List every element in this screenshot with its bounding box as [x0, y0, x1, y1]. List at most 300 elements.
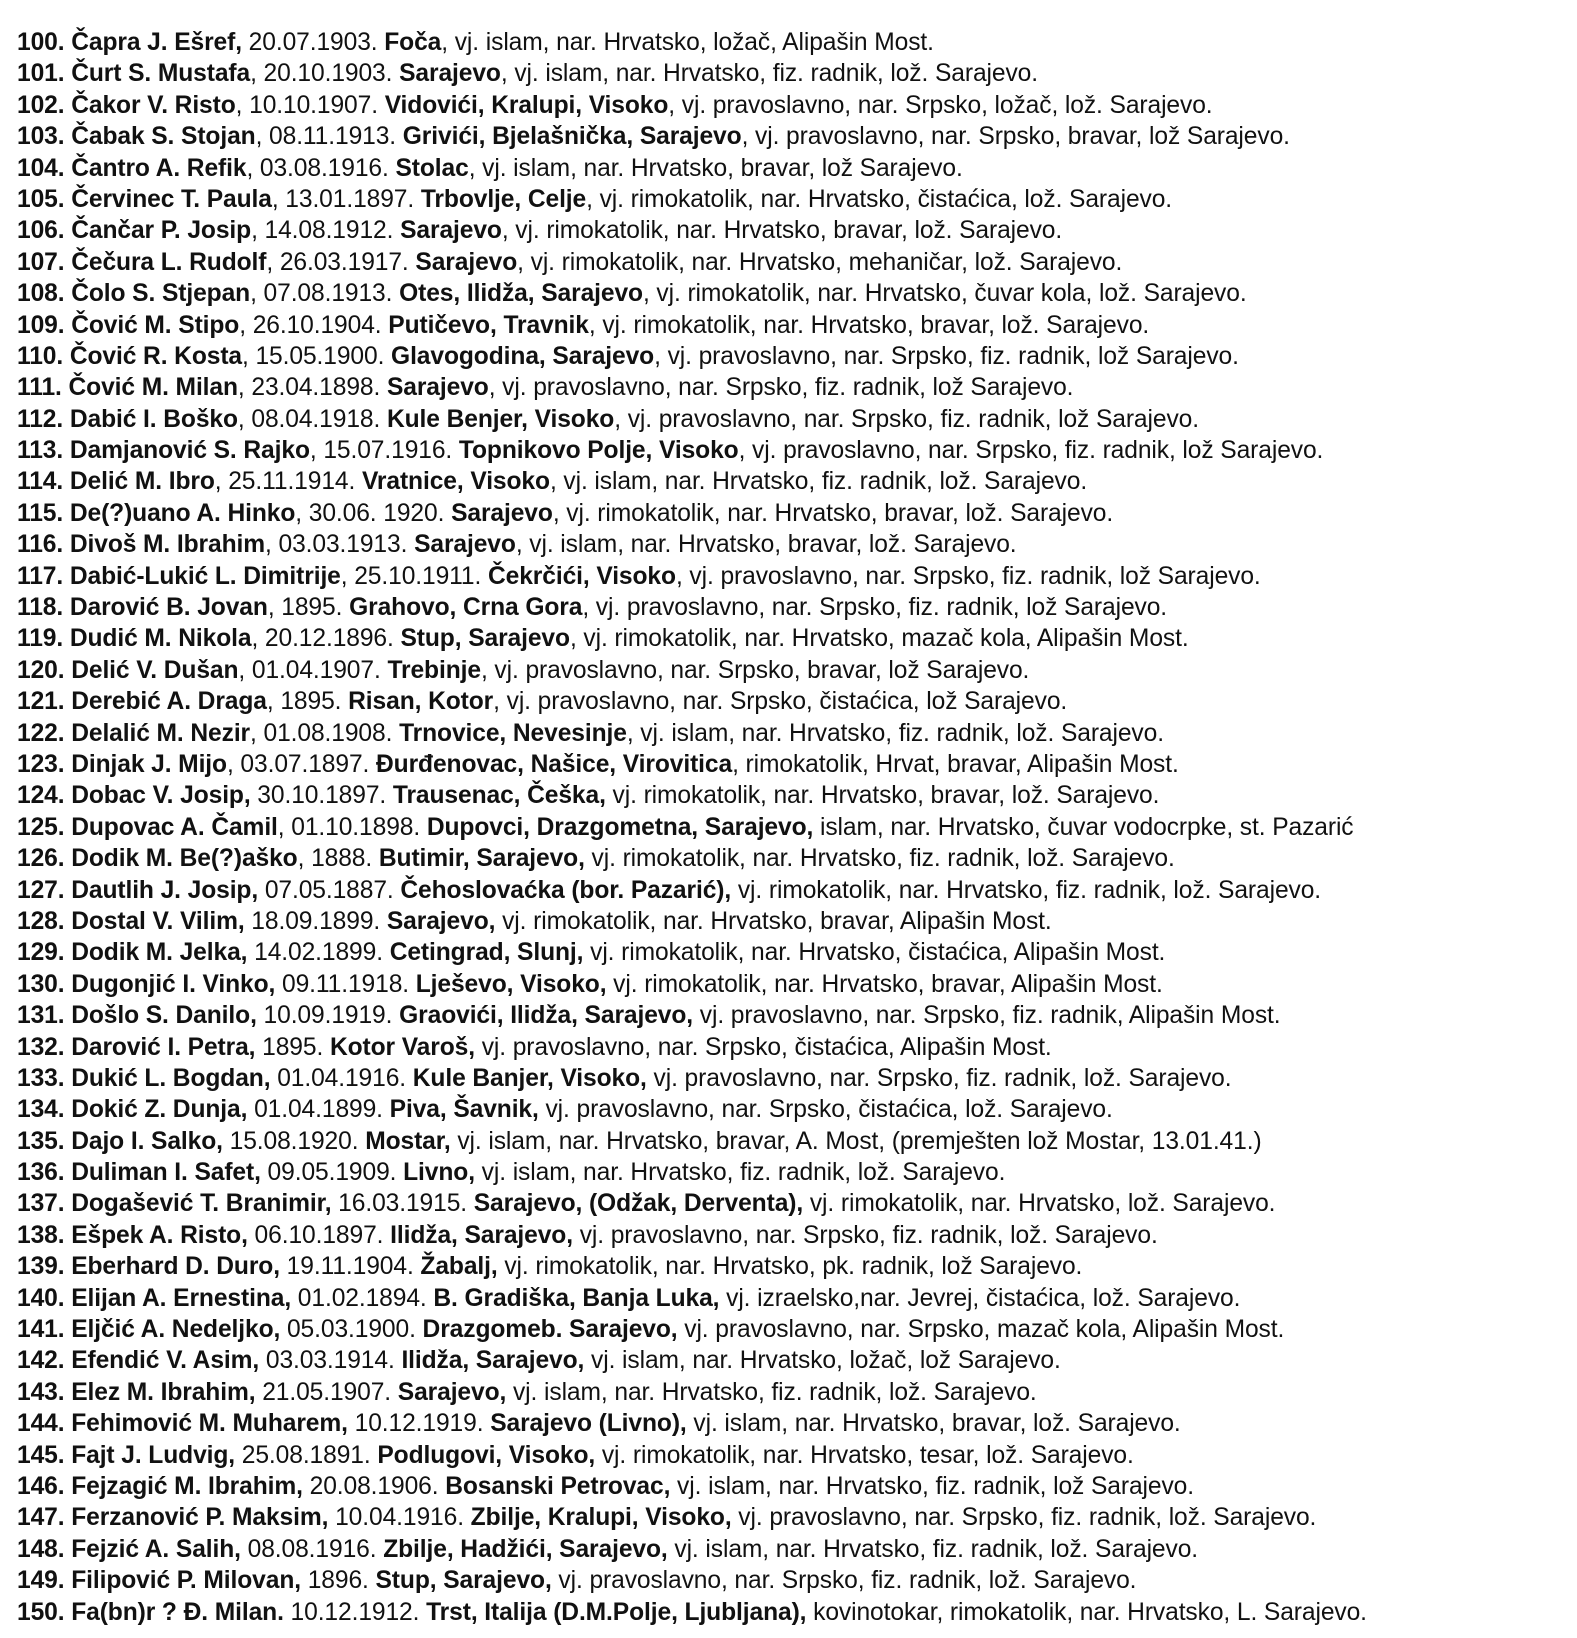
entry-number: 150. [17, 1598, 65, 1626]
birth-date: , 25.11.1914. [214, 468, 362, 496]
birth-place: Sarajevo, (Odžak, Derventa), [473, 1190, 804, 1218]
entry-details: , vj. islam, nar. Hrvatsko, fiz. radnik, lož. Sarajevo. [626, 719, 1164, 747]
person-name: Čantro A. Refik [71, 154, 247, 182]
birth-date: , 15.07.1916. [309, 437, 459, 465]
entry-number: 120. [17, 656, 65, 684]
birth-date: 1896. [300, 1567, 376, 1595]
entry-details: , vj. pravoslavno, nar. Srpsko, bravar, lož Sarajevo. [480, 656, 1030, 684]
entry-number: 140. [17, 1284, 65, 1312]
person-name: Damjanović S. Rajko [69, 437, 310, 465]
list-item [17, 592, 1577, 623]
birth-date: 10.04.1916. [328, 1504, 471, 1532]
entry-details: vj. islam, nar. Hrvatsko, fiz. radnik, lož. Sarajevo. [667, 1535, 1199, 1563]
birth-place: Trausenac, Češka, [392, 782, 606, 810]
entry-details: , vj. rimokatolik, nar. Hrvatsko, mehaničar, lož. Sarajevo. [517, 248, 1123, 276]
birth-place: Lješevo, Visoko, [415, 970, 607, 998]
birth-place: Grahovo, Crna Gora [349, 594, 583, 622]
entry-number: 138. [17, 1221, 65, 1249]
birth-date: , 08.04.1918. [237, 405, 387, 433]
entry-number: 117. [17, 562, 64, 590]
list-item [17, 1502, 1577, 1533]
birth-date: 05.03.1900. [280, 1316, 423, 1344]
birth-date: , 13.01.1897. [271, 185, 421, 213]
entry-number: 114. [17, 468, 64, 496]
birth-place: Graovići, Ilidža, Sarajevo, [399, 1002, 694, 1030]
person-name: Čabak S. Stojan [71, 123, 256, 151]
birth-date: , 03.08.1916. [246, 154, 396, 182]
entry-details: vj. rimokatolik, nar. Hrvatsko, fiz. radnik, lož. Sarajevo. [731, 876, 1322, 904]
birth-place: Stolac [395, 154, 469, 182]
entry-details: , vj. rimokatolik, nar. Hrvatsko, čuvar kola, lož. Sarajevo. [642, 280, 1247, 308]
entry-details: vj. rimokatolik, nar. Hrvatsko, bravar, lož. Sarajevo. [605, 782, 1160, 810]
person-name: Eberhard D. Duro, [71, 1253, 280, 1281]
list-item [17, 1440, 1577, 1471]
list-item [17, 686, 1577, 717]
person-name: Fa(bn)r ? Đ. Milan. [71, 1598, 284, 1626]
entry-number: 119. [17, 625, 64, 653]
entry-details: , vj. islam, nar. Hrvatsko, bravar, lož Sarajevo. [468, 154, 963, 182]
person-name: Čović R. Kosta [69, 342, 243, 370]
list-item [17, 184, 1577, 215]
list-item [17, 1188, 1577, 1219]
entry-number: 149. [17, 1567, 65, 1595]
person-name: Čurt S. Mustafa [71, 60, 251, 88]
entry-details: , vj. pravoslavno, nar. Srpsko, fiz. radnik, lož Sarajevo. [654, 342, 1239, 370]
entry-number: 147. [17, 1504, 65, 1532]
birth-place: Butimir, Sarajevo, [378, 845, 585, 873]
list-item [17, 1408, 1577, 1439]
entry-details: , vj. rimokatolik, nar. Hrvatsko, čistaćica, lož. Sarajevo. [586, 185, 1173, 213]
list-item [17, 247, 1577, 278]
entry-number: 134. [17, 1096, 65, 1124]
person-name: Čečura L. Rudolf [71, 248, 267, 276]
birth-place: Sarajevo [451, 499, 553, 527]
birth-place: Zbilje, Hadžići, Sarajevo, [383, 1535, 668, 1563]
entry-details: , vj. pravoslavno, nar. Srpsko, fiz. radnik, lož Sarajevo. [675, 562, 1261, 590]
entry-details: vj. pravoslavno, nar. Srpsko, fiz. radnik, lož. Sarajevo. [646, 1064, 1232, 1092]
entry-details: , vj. pravoslavno, nar. Srpsko, fiz. radnik, lož Sarajevo. [614, 405, 1199, 433]
entry-number: 148. [17, 1535, 65, 1563]
list-item [17, 153, 1577, 184]
list-item [17, 310, 1577, 341]
person-name: Čančar P. Josip [71, 217, 252, 245]
birth-date: , 1895. [267, 594, 350, 622]
entry-details: kovinotokar, rimokatolik, nar. Hrvatsko, L. Sarajevo. [806, 1598, 1367, 1626]
person-name: Čović M. Stipo [71, 311, 240, 339]
entry-number: 137. [17, 1190, 65, 1218]
birth-place: Putičevo, Travnik [388, 311, 589, 339]
birth-date: 16.03.1915. [331, 1190, 474, 1218]
person-name: Eljčić A. Nedeljko, [71, 1316, 281, 1344]
list-item [17, 1220, 1577, 1251]
birth-place: Topnikovo Polje, Visoko [458, 437, 739, 465]
list-item [17, 1032, 1577, 1063]
entry-details: vj. islam, nar. Hrvatsko, ložač, lož Sarajevo. [584, 1347, 1061, 1375]
list-item [17, 1314, 1577, 1345]
entry-number: 133. [17, 1064, 65, 1092]
entry-details: , vj. pravoslavno, nar. Srpsko, fiz. radnik, lož Sarajevo. [582, 594, 1168, 622]
entry-number: 110. [17, 342, 64, 370]
entry-details: vj. rimokatolik, nar. Hrvatsko, fiz. radnik, lož. Sarajevo. [584, 845, 1175, 873]
birth-date: 03.03.1914. [259, 1347, 402, 1375]
entry-details: vj. rimokatolik, nar. Hrvatsko, tesar, lož. Sarajevo. [595, 1441, 1134, 1469]
entry-number: 143. [17, 1378, 65, 1406]
birth-date: 10.12.1919. [347, 1410, 491, 1438]
entry-number: 112. [17, 405, 64, 433]
birth-place: Kotor Varoš, [329, 1033, 475, 1061]
birth-date: , 1895. [266, 688, 349, 716]
entry-number: 125. [17, 813, 65, 841]
entry-number: 142. [17, 1347, 65, 1375]
entry-details: , vj. pravoslavno, nar. Srpsko, čistaćica, lož Sarajevo. [493, 688, 1068, 716]
entry-number: 135. [17, 1127, 65, 1155]
list-item [17, 498, 1577, 529]
birth-date: 10.09.1919. [256, 1002, 400, 1030]
birth-place: Stup, Sarajevo, [375, 1567, 552, 1595]
birth-date: 18.09.1899. [244, 907, 387, 935]
entry-number: 111. [17, 374, 62, 402]
list-item [17, 718, 1577, 749]
birth-date: 09.05.1909. [260, 1159, 404, 1187]
entry-details: , vj. islam, nar. Hrvatsko, ložač, Alipašin Most. [441, 29, 934, 56]
list-item [17, 1377, 1577, 1408]
entry-details: vj. islam, nar. Hrvatsko, fiz. radnik, lož. Sarajevo. [474, 1159, 1006, 1187]
list-item [17, 1345, 1577, 1376]
birth-place: Sarajevo [399, 60, 501, 88]
birth-date: , 26.10.1904. [239, 311, 389, 339]
person-name: Darović B. Jovan [69, 594, 268, 622]
birth-date: , 01.04.1907. [238, 656, 388, 684]
list-item [17, 27, 1577, 58]
entry-details: , vj. pravoslavno, nar. Srpsko, ložač, lož. Sarajevo. [668, 91, 1213, 119]
birth-place: Sarajevo [400, 217, 502, 245]
person-name: Ešpek A. Risto, [71, 1221, 248, 1249]
birth-place: Mostar, [365, 1127, 451, 1155]
birth-place: Risan, Kotor [348, 688, 494, 716]
birth-date: , 20.12.1896. [251, 625, 401, 653]
person-name: Dostal V. Vilim, [71, 907, 245, 935]
birth-date: 07.05.1887. [258, 876, 401, 904]
birth-place: Čehoslovaćka (bor. Pazarić), [400, 876, 732, 904]
person-name: Delić V. Dušan [71, 656, 239, 684]
birth-place: Dupovci, Drazgometna, Sarajevo, [426, 813, 814, 841]
list-item [17, 749, 1577, 780]
list-item [17, 623, 1577, 654]
birth-place: Ilidža, Sarajevo, [390, 1221, 573, 1249]
person-name: Čolo S. Stjepan [71, 280, 251, 308]
birth-date: 06.10.1897. [247, 1221, 391, 1249]
person-name: Delić M. Ibro [69, 468, 215, 496]
birth-date: 1895. [255, 1033, 330, 1061]
list-item [17, 404, 1577, 435]
birth-date: 19.11.1904. [279, 1253, 421, 1281]
person-name: Dobac V. Josip, [71, 782, 251, 810]
entry-details: islam, nar. Hrvatsko, čuvar vodocrpke, st. Pazarić [813, 813, 1354, 841]
entry-list [17, 27, 1577, 1628]
birth-date: 10.12.1912. [283, 1598, 427, 1626]
person-name: Dukić L. Bogdan, [71, 1064, 271, 1092]
entry-details: , rimokatolik, Hrvat, bravar, Alipašin Most. [732, 750, 1179, 778]
person-name: Dugonjić I. Vinko, [71, 970, 276, 998]
list-item [17, 372, 1577, 403]
birth-date: , 26.03.1917. [266, 248, 416, 276]
entry-number: 103. [17, 123, 65, 151]
birth-date: , 07.08.1913. [250, 280, 400, 308]
entry-details: , vj. rimokatolik, nar. Hrvatsko, bravar, lož. Sarajevo. [588, 311, 1150, 339]
person-name: Elijan A. Ernestina, [71, 1284, 292, 1312]
entry-number: 104. [17, 154, 65, 182]
birth-date: 14.02.1899. [247, 939, 390, 967]
entry-details: , vj. islam, nar. Hrvatsko, bravar, lož. Sarajevo. [515, 531, 1017, 559]
entry-details: vj. rimokatolik, nar. Hrvatsko, bravar, Alipašin Most. [495, 907, 1052, 935]
birth-date: 09.11.1918. [275, 970, 416, 998]
entry-details: , vj. islam, nar. Hrvatsko, fiz. radnik, lož. Sarajevo. [549, 468, 1088, 496]
person-name: Filipović P. Milovan, [71, 1567, 301, 1595]
list-item [17, 1283, 1577, 1314]
person-name: Červinec T. Paula [71, 185, 272, 213]
birth-place: Vidovići, Kralupi, Visoko [384, 91, 669, 119]
list-item [17, 1565, 1577, 1596]
entry-details: , vj. pravoslavno, nar. Srpsko, fiz. radnik, lož Sarajevo. [488, 374, 1074, 402]
birth-place: Trebinje [387, 656, 481, 684]
birth-place: Livno, [403, 1159, 475, 1187]
list-item [17, 278, 1577, 309]
list-item [17, 969, 1577, 1000]
entry-details: , vj. pravoslavno, nar. Srpsko, fiz. radnik, lož Sarajevo. [738, 437, 1324, 465]
entry-number: 118. [17, 594, 64, 622]
birth-place: Drazgomeb. Sarajevo, [422, 1316, 678, 1344]
birth-date: , 01.08.1908. [250, 719, 400, 747]
list-item [17, 561, 1577, 592]
birth-date: , 03.03.1913. [265, 531, 415, 559]
birth-date: 01.04.1916. [270, 1064, 413, 1092]
list-item [17, 1063, 1577, 1094]
entry-number: 108. [17, 280, 65, 308]
birth-place: Piva, Šavnik, [389, 1096, 539, 1124]
entry-number: 100. [17, 29, 65, 56]
entry-number: 122. [17, 719, 65, 747]
person-name: De(?)uano A. Hinko [69, 499, 296, 527]
person-name: Dabić I. Boško [69, 405, 238, 433]
birth-place: Zbilje, Kralupi, Visoko, [470, 1504, 732, 1532]
entry-details: vj. rimokatolik, nar. Hrvatsko, čistaćica, Alipašin Most. [583, 939, 1166, 967]
birth-date: 20.07.1903. [241, 29, 385, 56]
person-name: Ferzanović P. Maksim, [71, 1504, 329, 1532]
birth-place: Sarajevo [414, 531, 516, 559]
person-name: Duliman I. Safet, [71, 1159, 261, 1187]
person-name: Efendić V. Asim, [71, 1347, 260, 1375]
list-item [17, 937, 1577, 968]
list-item [17, 435, 1577, 466]
entry-number: 123. [17, 750, 65, 778]
person-name: Dodik M. Jelka, [71, 939, 248, 967]
birth-date: 01.02.1894. [291, 1284, 434, 1312]
birth-date: , 1888. [297, 845, 379, 873]
list-item [17, 906, 1577, 937]
birth-date: 15.08.1920. [222, 1127, 366, 1155]
birth-date: 25.08.1891. [235, 1441, 378, 1469]
birth-date: 30.10.1897. [250, 782, 393, 810]
list-item [17, 341, 1577, 372]
entry-number: 144. [17, 1410, 65, 1438]
entry-number: 146. [17, 1472, 65, 1500]
birth-place: Podlugovi, Visoko, [377, 1441, 596, 1469]
birth-date: , 10.10.1907. [235, 91, 385, 119]
birth-place: Čekrčići, Visoko [487, 562, 676, 590]
entry-number: 130. [17, 970, 65, 998]
entry-number: 105. [17, 185, 65, 213]
birth-date: 21.05.1907. [255, 1378, 398, 1406]
entry-details: vj. izraelsko,nar. Jevrej, čistaćica, lož. Sarajevo. [719, 1284, 1241, 1312]
person-name: Fehimović M. Muharem, [71, 1410, 348, 1438]
list-item [17, 1000, 1577, 1031]
entry-details: vj. pravoslavno, nar. Srpsko, fiz. radnik, lož. Sarajevo. [551, 1567, 1137, 1595]
person-name: Dokić Z. Dunja, [71, 1096, 248, 1124]
birth-place: Sarajevo (Livno), [490, 1410, 687, 1438]
entry-number: 126. [17, 845, 65, 873]
person-name: Dinjak J. Mijo [71, 750, 227, 778]
birth-date: , 15.05.1900. [242, 342, 392, 370]
list-item [17, 215, 1577, 246]
entry-details: vj. pravoslavno, nar. Srpsko, čistaćica, Alipašin Most. [474, 1033, 1052, 1061]
entry-details: vj. pravoslavno, nar. Srpsko, fiz. radnik, lož. Sarajevo. [572, 1221, 1158, 1249]
birth-date: , 20.10.1903. [250, 60, 400, 88]
entry-number: 127. [17, 876, 65, 904]
birth-place: Cetingrad, Slunj, [389, 939, 584, 967]
list-item [17, 875, 1577, 906]
entry-details: vj. islam, nar. Hrvatsko, fiz. radnik, lož Sarajevo. [670, 1472, 1194, 1500]
birth-place: Sarajevo [415, 248, 518, 276]
birth-place: Grivići, Bjelašnička, Sarajevo [402, 123, 742, 151]
person-name: Dudić M. Nikola [69, 625, 252, 653]
entry-number: 131. [17, 1002, 65, 1030]
person-name: Čović M. Milan [68, 374, 238, 402]
entry-number: 121. [17, 688, 65, 716]
birth-place: Otes, Ilidža, Sarajevo [399, 280, 643, 308]
entry-details: , vj. rimokatolik, nar. Hrvatsko, mazač kola, Alipašin Most. [569, 625, 1189, 653]
entry-details: vj. islam, nar. Hrvatsko, bravar, lož. Sarajevo. [686, 1410, 1181, 1438]
person-name: Dabić-Lukić L. Dimitrije [69, 562, 341, 590]
person-name: Dautlih J. Josip, [71, 876, 259, 904]
entry-number: 102. [17, 91, 65, 119]
list-item [17, 812, 1577, 843]
birth-place: Vratnice, Visoko [361, 468, 550, 496]
birth-date: , 01.10.1898. [277, 813, 427, 841]
person-name: Dupovac A. Čamil [71, 813, 278, 841]
person-name: Elez M. Ibrahim, [71, 1378, 256, 1406]
entry-details: vj. pravoslavno, nar. Srpsko, fiz. radnik, Alipašin Most. [693, 1002, 1281, 1030]
entry-details: , vj. rimokatolik, nar. Hrvatsko, bravar, lož. Sarajevo. [552, 499, 1114, 527]
birth-date: , 23.04.1898. [237, 374, 387, 402]
entry-number: 139. [17, 1253, 65, 1281]
person-name: Delalić M. Nezir [71, 719, 251, 747]
person-name: Derebić A. Draga [71, 688, 267, 716]
birth-place: Sarajevo [386, 374, 489, 402]
list-item [17, 655, 1577, 686]
list-item [17, 1126, 1577, 1157]
list-item [17, 121, 1577, 152]
entry-number: 109. [17, 311, 65, 339]
list-item [17, 1251, 1577, 1282]
birth-date: , 14.08.1912. [251, 217, 401, 245]
person-name: Dodik M. Be(?)aško [71, 845, 298, 873]
entry-details: vj. pravoslavno, nar. Srpsko, mazač kola, Alipašin Most. [677, 1316, 1285, 1344]
birth-place: Žabalj, [420, 1253, 498, 1281]
list-item [17, 843, 1577, 874]
person-name: Fajt J. Ludvig, [71, 1441, 236, 1469]
entry-number: 136. [17, 1159, 65, 1187]
birth-place: Kule Banjer, Visoko, [412, 1064, 647, 1092]
birth-place: Glavogodina, Sarajevo [391, 342, 655, 370]
birth-place: Foča [384, 29, 442, 56]
list-item [17, 1534, 1577, 1565]
birth-place: Đurđenovac, Našice, Virovitica [376, 750, 733, 778]
list-item [17, 466, 1577, 497]
birth-place: Sarajevo, [386, 907, 496, 935]
birth-place: Trbovlje, Celje [420, 185, 587, 213]
birth-date: , 30.06. 1920. [295, 499, 452, 527]
entry-number: 115. [17, 499, 64, 527]
entry-number: 129. [17, 939, 65, 967]
entry-details: vj. rimokatolik, nar. Hrvatsko, pk. radnik, lož Sarajevo. [497, 1253, 1083, 1281]
person-name: Dogašević T. Branimir, [71, 1190, 332, 1218]
entry-details: vj. rimokatolik, nar. Hrvatsko, bravar, Alipašin Most. [606, 970, 1163, 998]
list-item [17, 1157, 1577, 1188]
entry-number: 132. [17, 1033, 65, 1061]
list-item [17, 58, 1577, 89]
birth-date: , 03.07.1897. [226, 750, 376, 778]
list-item [17, 90, 1577, 121]
birth-place: Stup, Sarajevo [400, 625, 570, 653]
birth-place: Trst, Italija (D.M.Polje, Ljubljana), [426, 1598, 807, 1626]
entry-details: , vj. pravoslavno, nar. Srpsko, bravar, lož Sarajevo. [741, 123, 1290, 151]
list-item [17, 1094, 1577, 1125]
entry-number: 107. [17, 248, 65, 276]
list-item [17, 780, 1577, 811]
entry-number: 124. [17, 782, 65, 810]
entry-details: vj. islam, nar. Hrvatsko, bravar, A. Most, (premješten lož Mostar, 13.01.41.) [450, 1127, 1262, 1155]
person-name: Došlo S. Danilo, [71, 1002, 257, 1030]
entry-details: vj. pravoslavno, nar. Srpsko, fiz. radnik, lož. Sarajevo. [731, 1504, 1317, 1532]
person-name: Fejzić A. Salih, [71, 1535, 241, 1563]
person-name: Fejzagić M. Ibrahim, [71, 1472, 303, 1500]
entry-details: , vj. rimokatolik, nar. Hrvatsko, bravar, lož. Sarajevo. [501, 217, 1063, 245]
entry-number: 106. [17, 217, 65, 245]
list-item [17, 529, 1577, 560]
person-name: Čakor V. Risto [71, 91, 236, 119]
birth-place: Kule Benjer, Visoko [386, 405, 615, 433]
entry-number: 128. [17, 907, 65, 935]
list-item [17, 1471, 1577, 1502]
birth-date: 01.04.1899. [247, 1096, 390, 1124]
entry-number: 101. [17, 60, 65, 88]
list-item [17, 1597, 1577, 1628]
entry-number: 113. [17, 437, 64, 465]
birth-place: Ilidža, Sarajevo, [401, 1347, 585, 1375]
person-name: Dajo I. Salko, [71, 1127, 223, 1155]
birth-place: Bosanski Petrovac, [445, 1472, 671, 1500]
entry-number: 141. [17, 1316, 65, 1344]
birth-place: Sarajevo, [397, 1378, 507, 1406]
entry-details: vj. pravoslavno, nar. Srpsko, čistaćica, lož. Sarajevo. [538, 1096, 1113, 1124]
entry-details: , vj. islam, nar. Hrvatsko, fiz. radnik, lož. Sarajevo. [500, 60, 1038, 88]
birth-date: 20.08.1906. [302, 1472, 446, 1500]
birth-date: , 08.11.1913. [255, 123, 403, 151]
birth-place: Trnovice, Nevesinje [399, 719, 627, 747]
entry-number: 145. [17, 1441, 65, 1469]
entry-details: vj. rimokatolik, nar. Hrvatsko, lož. Sarajevo. [803, 1190, 1276, 1218]
person-name: Čapra J. Ešref, [71, 29, 242, 56]
